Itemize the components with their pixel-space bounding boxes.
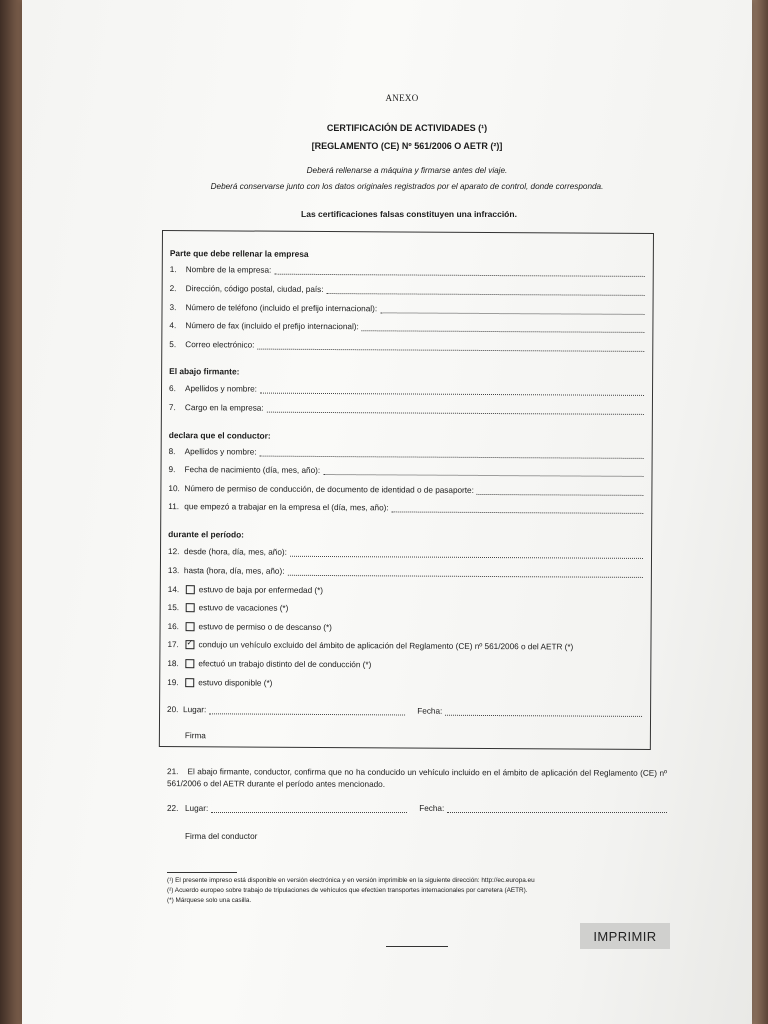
field-line[interactable] <box>362 323 645 333</box>
option-label: estuvo disponible (*) <box>198 678 273 688</box>
document-sheet <box>22 0 752 1024</box>
field-label: que empezó a trabajar en la empresa el (día, mes, año): <box>184 502 389 513</box>
date-field[interactable] <box>445 708 642 717</box>
field-label: Cargo en la empresa: <box>184 403 264 413</box>
field-label: Apellidos y nombre: <box>185 384 257 394</box>
field-line[interactable] <box>287 568 642 578</box>
regulation-reference: [REGLAMENTO (CE) Nº 561/2006 O AETR (²)] <box>311 141 503 151</box>
false-certification-warning: Las certificaciones falsas constituyen una infracción. <box>301 209 517 219</box>
section-heading-driver: declara que el conductor: <box>168 430 271 441</box>
field-row[interactable]: 8. Apellidos y nombre: <box>169 447 644 459</box>
field-row[interactable]: 3. Número de teléfono (incluido el prefijo internacional): <box>169 303 644 315</box>
field-label: hasta (hora, día, mes, año): <box>183 566 285 576</box>
background-left-edge <box>0 0 24 1024</box>
field-line[interactable] <box>257 342 644 352</box>
section-heading-signer: El abajo firmante: <box>169 366 240 377</box>
checkbox-checked[interactable] <box>185 640 194 649</box>
field-row[interactable]: 12. desde (hora, día, mes, año): <box>168 547 643 559</box>
checkbox[interactable] <box>185 678 194 687</box>
option-row[interactable]: 15. estuvo de vacaciones (*) <box>167 603 289 613</box>
checkbox[interactable] <box>185 659 194 668</box>
date-field[interactable] <box>447 805 667 813</box>
form-box <box>159 230 654 750</box>
driver-place-date-row: 22. Lugar: Fecha: <box>167 804 667 813</box>
field-row[interactable]: 6. Apellidos y nombre: <box>169 384 644 396</box>
checkbox[interactable] <box>186 622 195 631</box>
field-row[interactable]: 2. Dirección, código postal, ciudad, país: <box>170 284 645 296</box>
date-label: Fecha: <box>417 706 443 716</box>
option-label: estuvo de baja por enfermedad (*) <box>198 585 324 595</box>
option-row[interactable]: 18. efectuó un trabajo distinto del de conducción (*) <box>167 659 372 670</box>
driver-declaration: 21. El abajo firmante, conductor, confirma que no ha conducido un vehículo incluido en el ámbito de aplicación del Reglamento (CE) nº 561/2006 o del AETR durante el período antes mencionado. <box>166 767 668 789</box>
document-title: CERTIFICACIÓN DE ACTIVIDADES (¹) <box>326 123 488 133</box>
section-heading-company: Parte que debe rellenar la empresa <box>169 248 309 259</box>
field-label: desde (hora, día, mes, año): <box>184 547 287 557</box>
footnote-1: (¹) El presente impreso está disponible en versión electrónica y en versión imprimible en la siguiente dirección: http://ec.europa.eu <box>167 877 535 884</box>
place-field[interactable] <box>209 706 405 715</box>
field-label: Fecha de nacimiento (día, mes, año): <box>184 465 321 475</box>
option-label: estuvo de vacaciones (*) <box>198 603 289 613</box>
option-label: estuvo de permiso o de descanso (*) <box>198 622 332 633</box>
footnote-divider <box>167 872 237 873</box>
option-row[interactable]: 14. estuvo de baja por enfermedad (*) <box>167 585 324 595</box>
place-date-row: 20. Lugar: Fecha: <box>167 705 642 717</box>
field-line[interactable] <box>392 504 644 514</box>
field-row[interactable]: 11. que empezó a trabajar en la empresa el (día, mes, año): <box>168 502 643 514</box>
field-row[interactable]: 4. Número de fax (incluido el prefijo internacional): <box>169 321 644 333</box>
field-row[interactable]: 9. Fecha de nacimiento (día, mes, año): <box>169 465 644 477</box>
place-field[interactable] <box>211 805 407 813</box>
field-line[interactable] <box>260 386 644 396</box>
option-label: condujo un vehículo excluido del ámbito de aplicación del Reglamento (CE) nº 561/2006 o del AETR (*) <box>198 640 574 652</box>
field-label: Número de teléfono (incluido el prefijo internacional): <box>185 303 378 314</box>
field-row[interactable]: 13. hasta (hora, día, mes, año): <box>168 566 643 578</box>
place-label: Lugar: <box>183 705 207 715</box>
instruction-typing: Deberá rellenarse a máquina y firmarse antes del viaje. <box>306 166 508 175</box>
option-row[interactable]: 17. ✓ condujo un vehículo excluido del ámbito de aplicación del Reglamento (CE) nº 561/2006 o del AETR (*) <box>167 640 642 652</box>
field-line[interactable] <box>477 487 644 496</box>
field-line[interactable] <box>380 305 644 315</box>
bottom-rule <box>386 946 448 947</box>
section-heading-period: durante el período: <box>168 529 245 540</box>
print-button[interactable]: IMPRIMIR <box>580 923 670 949</box>
field-row[interactable]: 10. Número de permiso de conducción, de documento de identidad o de pasaporte: <box>168 484 643 496</box>
declaration-text: El abajo firmante, conductor, confirma que no ha conducido un vehículo incluido en el ámbito de aplicación del Reglamento (CE) nº 561/2006 o del AETR durante el período antes mencionado. <box>166 767 668 789</box>
driver-signature-label: Firma del conductor <box>185 832 258 841</box>
field-label: Apellidos y nombre: <box>184 447 257 457</box>
field-label: Correo electrónico: <box>185 340 255 350</box>
signature-label: Firma <box>184 731 206 741</box>
field-label: Número de fax (incluido el prefijo internacional): <box>185 321 359 332</box>
field-label: Dirección, código postal, ciudad, país: <box>185 284 324 294</box>
place-label: Lugar: <box>185 804 209 813</box>
field-line[interactable] <box>267 405 644 415</box>
field-line[interactable] <box>290 549 643 559</box>
field-row[interactable]: 1. Nombre de la empresa: <box>170 265 645 277</box>
field-row[interactable]: 7. Cargo en la empresa: <box>169 403 644 415</box>
field-line[interactable] <box>327 286 645 296</box>
field-line[interactable] <box>323 467 643 477</box>
instruction-retention: Deberá conservarse junto con los datos originales registrados por el aparato de control, donde corresponda. <box>210 182 604 191</box>
checkbox[interactable] <box>186 585 195 594</box>
option-row[interactable]: 19. estuvo disponible (*) <box>167 678 273 688</box>
footnote-3: (*) Márquese solo una casilla. <box>167 897 252 904</box>
footnote-2: (²) Acuerdo europeo sobre trabajo de tripulaciones de vehículos que efectúen transportes internacionales por carretera (AETR). <box>167 887 528 894</box>
field-line[interactable] <box>274 267 644 277</box>
checkbox[interactable] <box>186 603 195 612</box>
option-row[interactable]: 16. estuvo de permiso o de descanso (*) <box>167 622 332 633</box>
date-label: Fecha: <box>419 804 445 813</box>
field-label: Nombre de la empresa: <box>185 265 272 275</box>
field-label: Número de permiso de conducción, de documento de identidad o de pasaporte: <box>184 484 474 495</box>
annex-label: ANEXO <box>385 93 419 103</box>
field-line[interactable] <box>260 449 644 459</box>
option-label: efectuó un trabajo distinto del de conducción (*) <box>198 659 372 670</box>
field-row[interactable]: 5. Correo electrónico: <box>169 340 644 352</box>
